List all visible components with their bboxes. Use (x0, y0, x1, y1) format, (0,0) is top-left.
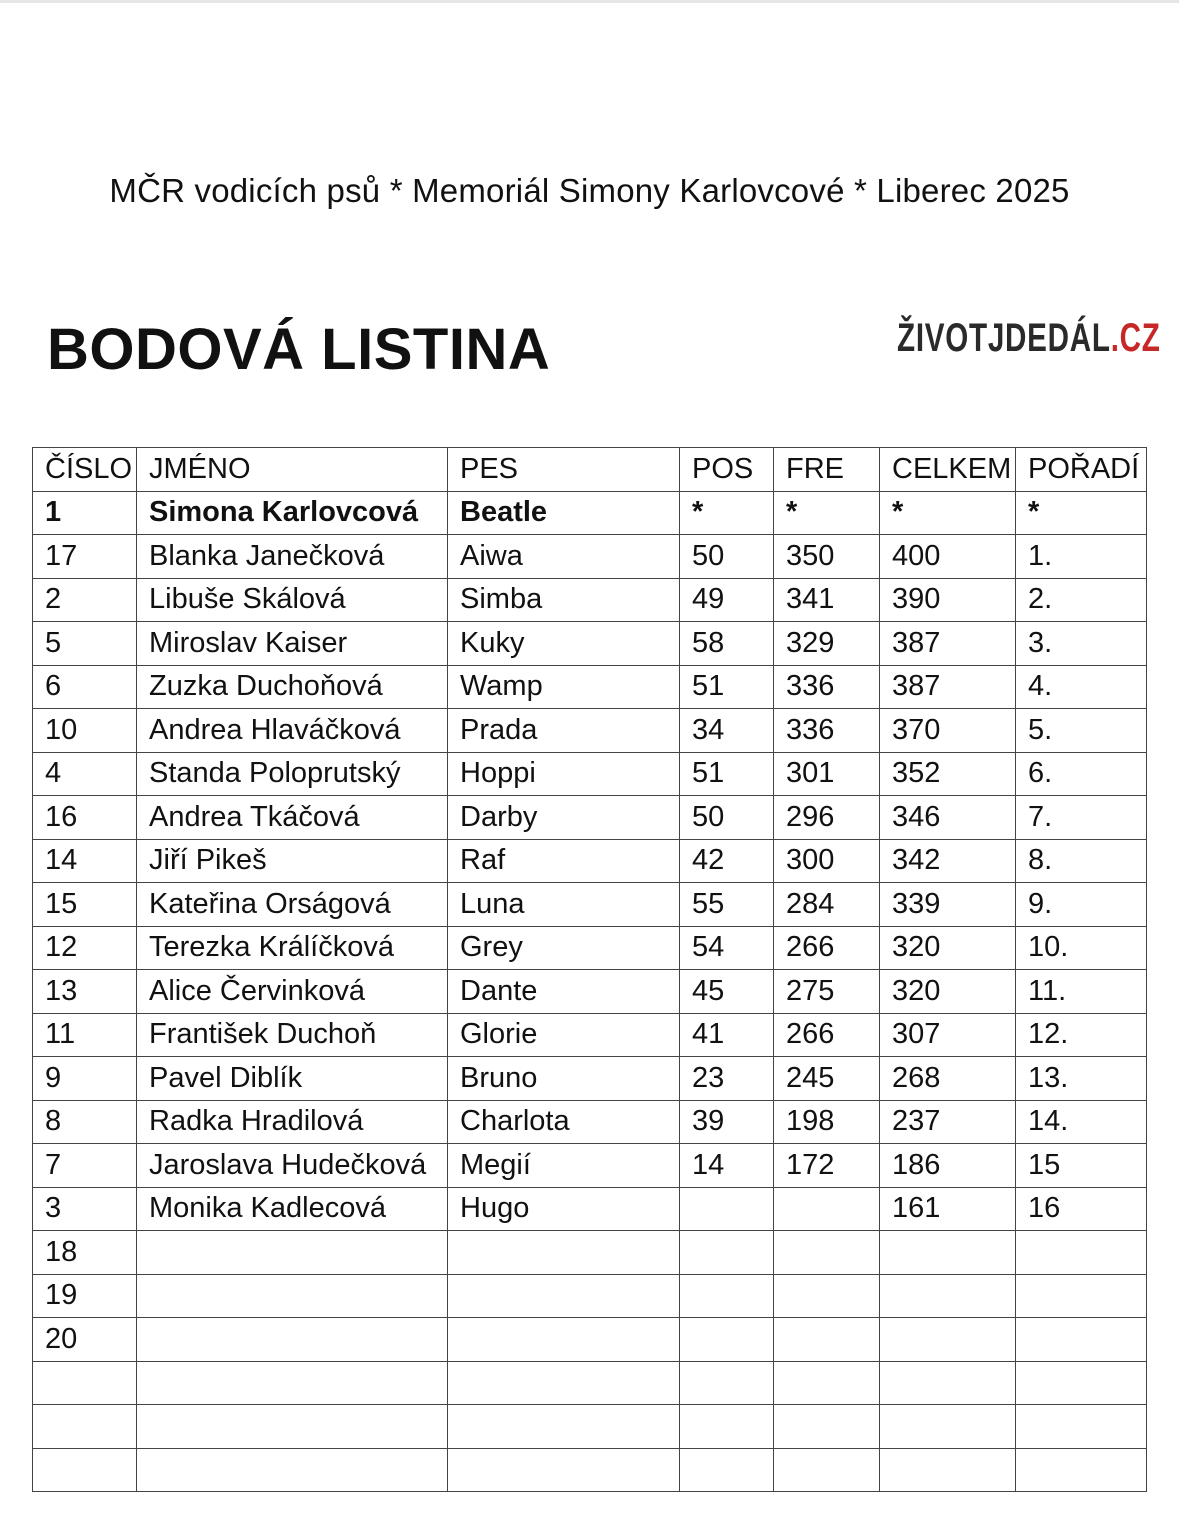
cell-poradi (1016, 1361, 1147, 1405)
table-row (33, 491, 1147, 535)
table-row (33, 839, 1147, 883)
cell-pos: * (680, 491, 774, 535)
cell-cislo: 4 (33, 752, 137, 796)
cell-fre: 284 (774, 883, 880, 927)
cell-fre: 275 (774, 970, 880, 1014)
cell-pes (448, 1231, 680, 1275)
cell-pos (680, 1361, 774, 1405)
cell-fre (774, 1318, 880, 1362)
cell-pes: Charlota (448, 1100, 680, 1144)
table-header-row (33, 448, 1147, 492)
cell-jmeno: Pavel Diblík (137, 1057, 448, 1101)
table-row (33, 535, 1147, 579)
cell-poradi: 10. (1016, 926, 1147, 970)
cell-poradi: 3. (1016, 622, 1147, 666)
cell-fre: 296 (774, 796, 880, 840)
cell-pos: 55 (680, 883, 774, 927)
table-row (33, 1448, 1147, 1492)
cell-fre: 266 (774, 1013, 880, 1057)
cell-fre (774, 1231, 880, 1275)
cell-celkem (880, 1405, 1016, 1449)
table-row (33, 1187, 1147, 1231)
table-row (33, 1405, 1147, 1449)
cell-pes: Hoppi (448, 752, 680, 796)
table-row (33, 1144, 1147, 1188)
cell-pes: Aiwa (448, 535, 680, 579)
cell-fre: 172 (774, 1144, 880, 1188)
cell-pes (448, 1405, 680, 1449)
cell-pos: 42 (680, 839, 774, 883)
table-row (33, 1231, 1147, 1275)
cell-jmeno: Jaroslava Hudečková (137, 1144, 448, 1188)
table-row (33, 1361, 1147, 1405)
cell-poradi: 2. (1016, 578, 1147, 622)
cell-fre (774, 1448, 880, 1492)
cell-fre: 266 (774, 926, 880, 970)
cell-jmeno: Simona Karlovcová (137, 491, 448, 535)
cell-pes: Prada (448, 709, 680, 753)
cell-poradi: 15 (1016, 1144, 1147, 1188)
cell-poradi: 11. (1016, 970, 1147, 1014)
cell-cislo: 7 (33, 1144, 137, 1188)
cell-pos (680, 1405, 774, 1449)
cell-pes: Kuky (448, 622, 680, 666)
cell-jmeno: Blanka Janečková (137, 535, 448, 579)
table-row (33, 1318, 1147, 1362)
cell-fre (774, 1361, 880, 1405)
document-title: BODOVÁ LISTINA (47, 317, 551, 382)
header-jmeno: JMÉNO (137, 448, 448, 492)
cell-fre: 341 (774, 578, 880, 622)
score-table-body (33, 491, 1147, 1492)
cell-fre (774, 1187, 880, 1231)
header-pes: PES (448, 448, 680, 492)
cell-cislo: 6 (33, 665, 137, 709)
cell-jmeno: Radka Hradilová (137, 1100, 448, 1144)
table-row (33, 622, 1147, 666)
cell-pos: 50 (680, 535, 774, 579)
cell-pes: Beatle (448, 491, 680, 535)
cell-pos: 41 (680, 1013, 774, 1057)
cell-cislo: 1 (33, 491, 137, 535)
cell-cislo: 12 (33, 926, 137, 970)
logo-text: ŽIVOTJDEDÁL (897, 316, 1111, 360)
cell-celkem: 268 (880, 1057, 1016, 1101)
cell-fre (774, 1405, 880, 1449)
cell-pos: 14 (680, 1144, 774, 1188)
cell-fre: * (774, 491, 880, 535)
cell-celkem: 400 (880, 535, 1016, 579)
cell-celkem: 307 (880, 1013, 1016, 1057)
cell-jmeno (137, 1318, 448, 1362)
cell-poradi: 7. (1016, 796, 1147, 840)
table-row (33, 883, 1147, 927)
cell-pos (680, 1274, 774, 1318)
cell-cislo: 9 (33, 1057, 137, 1101)
cell-pes: Bruno (448, 1057, 680, 1101)
cell-jmeno: Zuzka Duchoňová (137, 665, 448, 709)
cell-poradi: 16 (1016, 1187, 1147, 1231)
cell-fre: 336 (774, 665, 880, 709)
cell-fre: 329 (774, 622, 880, 666)
cell-jmeno: Andrea Hlaváčková (137, 709, 448, 753)
cell-celkem (880, 1274, 1016, 1318)
cell-celkem: 342 (880, 839, 1016, 883)
cell-pes (448, 1318, 680, 1362)
cell-cislo: 20 (33, 1318, 137, 1362)
cell-jmeno: Alice Červinková (137, 970, 448, 1014)
cell-celkem: 339 (880, 883, 1016, 927)
cell-jmeno (137, 1274, 448, 1318)
table-row (33, 1274, 1147, 1318)
cell-pos: 23 (680, 1057, 774, 1101)
cell-jmeno (137, 1448, 448, 1492)
cell-jmeno (137, 1405, 448, 1449)
cell-poradi: 6. (1016, 752, 1147, 796)
header-pos: POS (680, 448, 774, 492)
cell-pos (680, 1448, 774, 1492)
cell-pes: Darby (448, 796, 680, 840)
table-row (33, 578, 1147, 622)
cell-cislo: 18 (33, 1231, 137, 1275)
cell-cislo: 10 (33, 709, 137, 753)
cell-fre: 350 (774, 535, 880, 579)
header-celkem: CELKEM (880, 448, 1016, 492)
table-row (33, 796, 1147, 840)
cell-pos: 45 (680, 970, 774, 1014)
table-row (33, 709, 1147, 753)
cell-pos: 39 (680, 1100, 774, 1144)
cell-fre: 301 (774, 752, 880, 796)
cell-cislo: 11 (33, 1013, 137, 1057)
cell-celkem (880, 1361, 1016, 1405)
cell-cislo: 16 (33, 796, 137, 840)
cell-pes: Dante (448, 970, 680, 1014)
cell-pos: 58 (680, 622, 774, 666)
site-logo (897, 316, 1161, 368)
cell-celkem: 390 (880, 578, 1016, 622)
cell-cislo: 3 (33, 1187, 137, 1231)
header-poradi: POŘADÍ (1016, 448, 1147, 492)
cell-pos: 50 (680, 796, 774, 840)
cell-cislo: 5 (33, 622, 137, 666)
cell-pes: Luna (448, 883, 680, 927)
table-row (33, 752, 1147, 796)
cell-poradi (1016, 1405, 1147, 1449)
top-divider (0, 0, 1179, 3)
cell-jmeno: Terezka Králíčková (137, 926, 448, 970)
cell-cislo: 2 (33, 578, 137, 622)
cell-pes (448, 1274, 680, 1318)
score-table (32, 447, 1147, 1492)
cell-jmeno: Jiří Pikeš (137, 839, 448, 883)
cell-cislo (33, 1361, 137, 1405)
cell-poradi: 12. (1016, 1013, 1147, 1057)
cell-fre (774, 1274, 880, 1318)
cell-pos: 34 (680, 709, 774, 753)
cell-pos: 49 (680, 578, 774, 622)
cell-jmeno (137, 1231, 448, 1275)
cell-jmeno: Miroslav Kaiser (137, 622, 448, 666)
cell-poradi (1016, 1231, 1147, 1275)
cell-celkem (880, 1231, 1016, 1275)
cell-cislo (33, 1405, 137, 1449)
cell-celkem: 320 (880, 970, 1016, 1014)
cell-celkem: 370 (880, 709, 1016, 753)
cell-pos: 51 (680, 752, 774, 796)
cell-cislo: 15 (33, 883, 137, 927)
cell-fre: 245 (774, 1057, 880, 1101)
cell-poradi (1016, 1274, 1147, 1318)
cell-celkem: 237 (880, 1100, 1016, 1144)
cell-jmeno: František Duchoň (137, 1013, 448, 1057)
table-row (33, 665, 1147, 709)
cell-celkem: 387 (880, 665, 1016, 709)
cell-celkem: 387 (880, 622, 1016, 666)
cell-cislo: 13 (33, 970, 137, 1014)
cell-poradi: 8. (1016, 839, 1147, 883)
cell-pes: Simba (448, 578, 680, 622)
table-row (33, 926, 1147, 970)
cell-pes: Raf (448, 839, 680, 883)
cell-pos (680, 1187, 774, 1231)
table-row (33, 1013, 1147, 1057)
cell-poradi: 1. (1016, 535, 1147, 579)
cell-poradi: * (1016, 491, 1147, 535)
cell-celkem (880, 1318, 1016, 1362)
cell-jmeno: Kateřina Orságová (137, 883, 448, 927)
cell-jmeno: Andrea Tkáčová (137, 796, 448, 840)
header-fre: FRE (774, 448, 880, 492)
cell-celkem: 352 (880, 752, 1016, 796)
cell-pos: 51 (680, 665, 774, 709)
cell-cislo (33, 1448, 137, 1492)
cell-celkem: * (880, 491, 1016, 535)
cell-celkem: 161 (880, 1187, 1016, 1231)
cell-pos (680, 1231, 774, 1275)
cell-jmeno: Libuše Skálová (137, 578, 448, 622)
cell-poradi (1016, 1448, 1147, 1492)
cell-celkem: 346 (880, 796, 1016, 840)
cell-jmeno (137, 1361, 448, 1405)
cell-celkem (880, 1448, 1016, 1492)
header-cislo: ČÍSLO (33, 448, 137, 492)
cell-jmeno: Standa Poloprutský (137, 752, 448, 796)
cell-pes: Glorie (448, 1013, 680, 1057)
cell-pes (448, 1361, 680, 1405)
cell-pes: Megií (448, 1144, 680, 1188)
cell-pos: 54 (680, 926, 774, 970)
cell-cislo: 17 (33, 535, 137, 579)
cell-poradi: 4. (1016, 665, 1147, 709)
logo-domain: .CZ (1110, 316, 1161, 360)
cell-cislo: 19 (33, 1274, 137, 1318)
cell-pes: Grey (448, 926, 680, 970)
table-row (33, 1057, 1147, 1101)
table-row (33, 1100, 1147, 1144)
table-row (33, 970, 1147, 1014)
cell-cislo: 14 (33, 839, 137, 883)
cell-pos (680, 1318, 774, 1362)
cell-jmeno: Monika Kadlecová (137, 1187, 448, 1231)
cell-poradi: 13. (1016, 1057, 1147, 1101)
cell-fre: 198 (774, 1100, 880, 1144)
cell-pes: Hugo (448, 1187, 680, 1231)
cell-poradi (1016, 1318, 1147, 1362)
cell-poradi: 5. (1016, 709, 1147, 753)
cell-cislo: 8 (33, 1100, 137, 1144)
cell-fre: 336 (774, 709, 880, 753)
cell-poradi: 14. (1016, 1100, 1147, 1144)
cell-celkem: 186 (880, 1144, 1016, 1188)
cell-fre: 300 (774, 839, 880, 883)
cell-celkem: 320 (880, 926, 1016, 970)
cell-poradi: 9. (1016, 883, 1147, 927)
cell-pes (448, 1448, 680, 1492)
cell-pes: Wamp (448, 665, 680, 709)
event-subtitle: MČR vodicích psů * Memoriál Simony Karlovcové * Liberec 2025 (109, 172, 1070, 209)
